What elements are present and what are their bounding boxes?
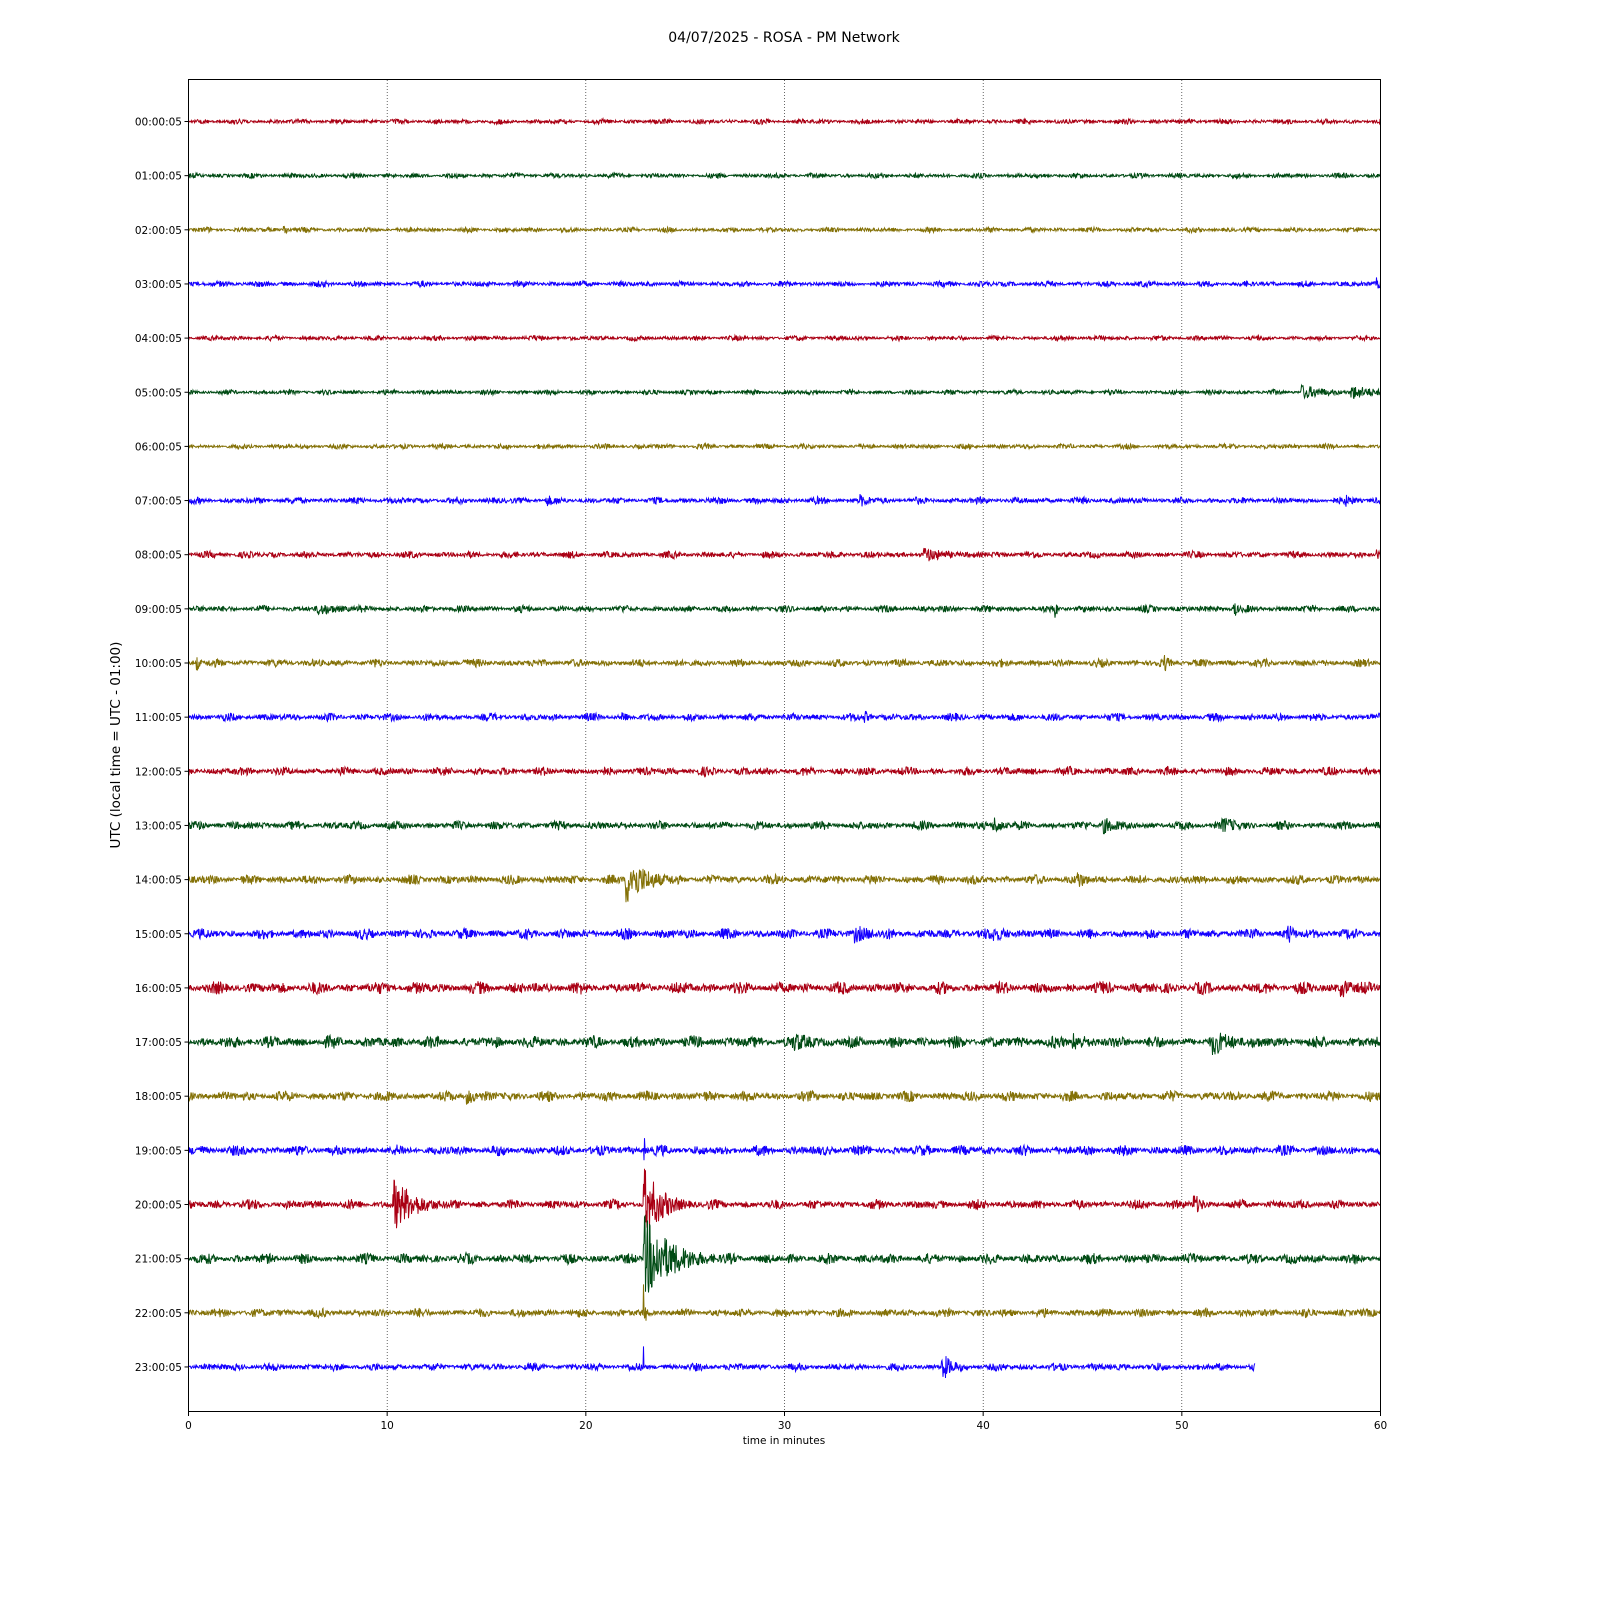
trace-line xyxy=(189,335,1381,341)
trace-line xyxy=(189,1033,1381,1055)
trace-line xyxy=(189,1346,1256,1378)
y-tick-label: 05:00:05 xyxy=(134,387,182,400)
x-tick-label: 30 xyxy=(777,1420,792,1432)
trace-line xyxy=(189,818,1381,834)
trace-line xyxy=(189,869,1381,902)
x-tick-label: 40 xyxy=(976,1420,990,1432)
x-tick-label: 50 xyxy=(1175,1420,1189,1432)
y-tick-label: 23:00:05 xyxy=(134,1361,182,1374)
y-tick-label: 17:00:05 xyxy=(134,1037,182,1050)
x-tick-label: 60 xyxy=(1373,1420,1388,1432)
y-tick-label: 03:00:05 xyxy=(134,278,182,291)
x-tick-label: 20 xyxy=(579,1420,593,1432)
y-tick-label: 16:00:05 xyxy=(134,982,182,995)
y-tick-label: 21:00:05 xyxy=(134,1253,182,1266)
trace-line xyxy=(189,711,1381,723)
x-tick-label: 0 xyxy=(185,1420,192,1432)
trace-line xyxy=(189,926,1381,944)
y-tick-label: 18:00:05 xyxy=(134,1091,182,1104)
y-tick-label: 15:00:05 xyxy=(134,928,182,941)
y-tick-label: 20:00:05 xyxy=(134,1199,182,1212)
y-tick-label: 14:00:05 xyxy=(134,874,182,887)
y-tick-label: 02:00:05 xyxy=(134,224,182,237)
y-tick-label: 00:00:05 xyxy=(134,116,182,129)
y-tick-labels xyxy=(135,117,189,1374)
y-tick-label: 04:00:05 xyxy=(134,333,182,346)
y-tick-label: 19:00:05 xyxy=(134,1145,182,1158)
y-tick-label: 12:00:05 xyxy=(134,766,182,779)
y-tick-label: 01:00:05 xyxy=(134,170,182,183)
y-axis-label: UTC (local time = UTC - 01:00) xyxy=(108,641,124,849)
y-tick-label: 22:00:05 xyxy=(134,1307,182,1320)
y-tick-label: 09:00:05 xyxy=(134,603,182,616)
y-tick-label: 06:00:05 xyxy=(134,441,182,454)
x-axis-ticks xyxy=(185,1412,1387,1433)
trace-line xyxy=(189,1138,1381,1160)
trace-line xyxy=(189,494,1381,507)
x-axis-label: time in minutes xyxy=(742,1435,826,1447)
trace-line xyxy=(189,548,1381,561)
y-tick-label: 07:00:05 xyxy=(134,495,182,508)
trace-line xyxy=(189,277,1381,288)
y-tick-label: 11:00:05 xyxy=(134,712,182,725)
trace-group xyxy=(189,119,1381,1378)
trace-line xyxy=(189,385,1381,398)
chart-title: 04/07/2025 - ROSA - PM Network xyxy=(668,30,900,46)
trace-line xyxy=(189,1216,1381,1292)
y-tick-label: 10:00:05 xyxy=(134,658,182,670)
trace-line xyxy=(189,173,1381,179)
y-tick-label: 08:00:05 xyxy=(134,549,182,562)
vertical-gridlines xyxy=(387,80,1182,1411)
x-tick-label: 10 xyxy=(380,1420,394,1432)
y-tick-label: 13:00:05 xyxy=(134,820,182,833)
